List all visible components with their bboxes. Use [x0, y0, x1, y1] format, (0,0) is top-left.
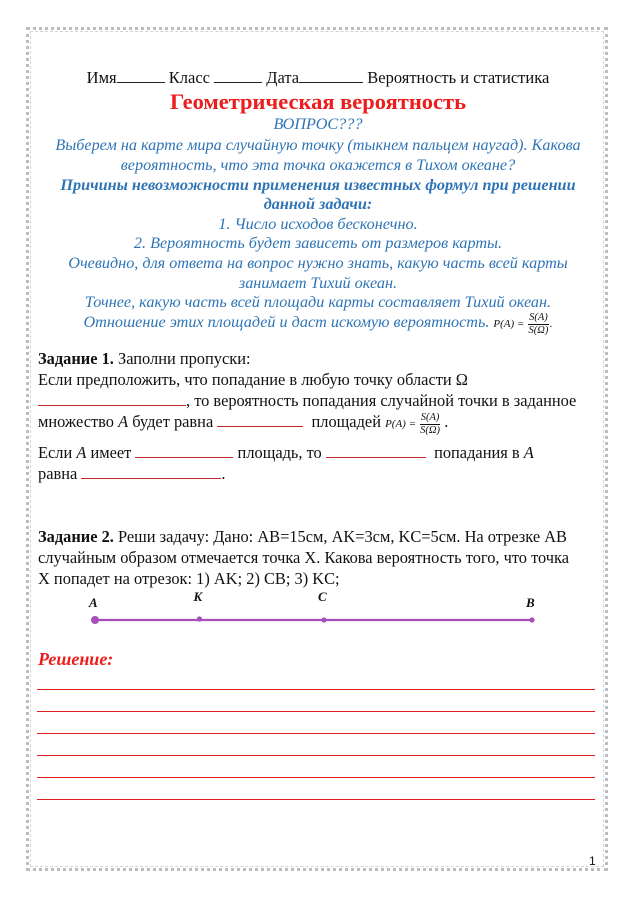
task1-heading: Задание 1. [38, 349, 114, 368]
point-c-marker [321, 617, 326, 622]
point-a-label: A [89, 595, 98, 610]
var-a: A [76, 443, 87, 462]
formula-lhs: P(A) = [493, 318, 525, 331]
task1-line-3-mid: будет равна [128, 412, 214, 431]
answer-line[interactable] [37, 733, 595, 734]
fill-blank-5[interactable] [81, 463, 221, 479]
header-line [30, 68, 606, 88]
task1-line-2 [38, 390, 600, 411]
date-field[interactable] [299, 68, 363, 83]
point-a-marker [91, 616, 99, 624]
subject-label: Вероятность и статистика [367, 68, 550, 87]
task1-line-4-mid3: попадания в [434, 443, 524, 462]
point-b-marker [529, 617, 534, 622]
task1-line-3-start: множество [38, 412, 119, 431]
point-k-marker [197, 616, 202, 621]
task1-line-5-start: равна [38, 464, 78, 483]
explanation-line-2: занимает Тихий океан. [238, 274, 398, 292]
task1-instruction: Заполни пропуски: [118, 349, 251, 368]
fill-blank-1[interactable] [38, 390, 186, 406]
page-title: Геометрическая вероятность [170, 89, 466, 114]
task1-line-5 [38, 463, 600, 484]
task1-line-5-end: . [221, 464, 226, 483]
reasons-heading-1: Причины невозможности применения известных формул при решении [60, 176, 576, 194]
task1-line-4-mid1: имеет [86, 443, 132, 462]
task2-text-1: Реши задачу: Дано: AB=15см, AK=3см, KC=5см. На отрезке AB [118, 527, 567, 546]
solution-heading: Решение: [38, 649, 114, 669]
task1-heading-line [38, 348, 600, 369]
point-k-label: K [193, 589, 203, 604]
answer-line[interactable] [37, 711, 595, 712]
task1-line-4 [38, 442, 600, 463]
formula-fraction [528, 312, 549, 337]
formula-numerator: S(A) [529, 312, 548, 323]
answer-line[interactable] [37, 689, 595, 690]
formula-denominator: S(Ω) [528, 325, 549, 336]
fill-blank-3[interactable] [135, 442, 233, 458]
task1-line-1: Если предположить, что попадание в любую точку области Ω [38, 370, 468, 389]
var-a: A [118, 412, 129, 431]
explanation-line-1: Очевидно, для ответа на вопрос нужно знать, какую часть всей карты [68, 254, 568, 272]
name-field[interactable] [117, 68, 165, 83]
class-field[interactable] [214, 68, 262, 83]
task1-line-2-text: , то вероятность попадания случайной точки в заданное [186, 391, 577, 410]
point-b-label: B [526, 595, 535, 610]
task2-line-3: X попадет на отрезок: 1) AK; 2) CB; 3) KC; [38, 569, 340, 588]
fill-blank-4[interactable] [326, 442, 426, 458]
task1-line-4-start: Если [38, 443, 77, 462]
formula-end: . [444, 412, 449, 431]
question-heading: ВОПРОС??? [273, 115, 363, 133]
formula-lhs: P(A) = [385, 418, 417, 430]
task1-formula [385, 411, 444, 436]
question-line-1: Выберем на карте мира случайную точку (тыкнем пальцем наугад). Какова [55, 136, 581, 154]
reason-item-1: 1. Число исходов бесконечно. [218, 215, 418, 233]
answer-line[interactable] [37, 799, 595, 800]
answer-line[interactable] [37, 777, 595, 778]
task2-line-2: случайным образом отмечается точка X. Какова вероятность того, что точка [38, 548, 570, 567]
formula-end: . [549, 318, 553, 331]
task1-line-4-mid2: площадь, то [237, 443, 322, 462]
reason-item-2: 2. Вероятность будет зависеть от размеров карты. [133, 234, 503, 252]
formula-denominator: S(Ω) [420, 424, 441, 436]
segment-diagram [60, 585, 560, 635]
task1-line-3 [38, 411, 600, 437]
formula-fraction [420, 412, 441, 437]
point-c-label: C [317, 589, 327, 604]
explanation-line-4 [30, 312, 606, 337]
explanation-line-3: Точнее, какую часть всей площади карты составляет Тихий океан. [84, 293, 552, 311]
task2-heading: Задание 2. [38, 527, 114, 546]
question-line-2: вероятность, что эта точка окажется в Тихом океане? [120, 156, 516, 174]
answer-line[interactable] [37, 755, 595, 756]
explanation-text: Отношение этих площадей и даст искомую вероятность. [83, 313, 490, 332]
page-number: 1 [589, 854, 596, 868]
var-a: A [523, 443, 534, 462]
task2-line-1 [38, 526, 600, 547]
date-label: Дата [266, 68, 300, 87]
reasons-heading-2: данной задачи: [263, 195, 373, 213]
task1-line-3-after: площадей [311, 412, 381, 431]
name-label: Имя [86, 68, 117, 87]
class-label: Класс [168, 68, 210, 87]
fill-blank-2[interactable] [217, 411, 303, 427]
segment-svg [60, 585, 560, 635]
formula-numerator: S(A) [420, 411, 440, 423]
